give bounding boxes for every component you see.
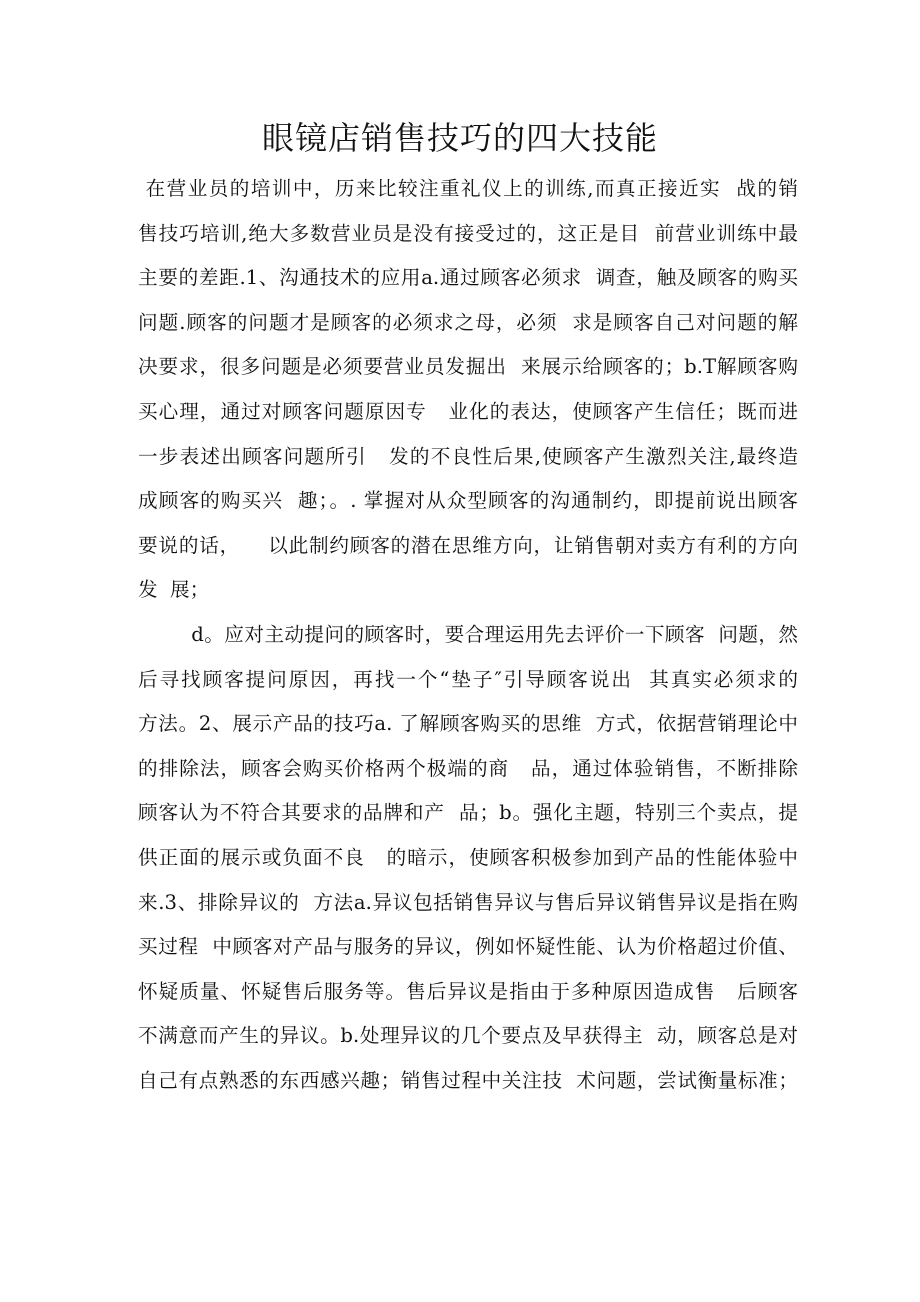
paragraph-line: 来.3、排除异议的 方法a.异议包括销售异议与售后异议销售异议是指在购 xyxy=(138,890,798,914)
paragraph-line: 怀疑质量、怀疑售后服务等。售后异议是指由于多种原因造成售 后顾客 xyxy=(138,979,798,1003)
paragraph-line: 主要的差距.1、沟通技术的应用a.通过顾客必须求 调查，触及顾客的购买 xyxy=(138,266,798,290)
paragraph-line: 问题.顾客的问题才是顾客的必须求之母，必须 求是顾客自己对问题的解 xyxy=(138,310,798,334)
paragraph-line: 发 展； xyxy=(138,578,210,602)
paragraph-line: 自己有点熟悉的东西感兴趣；销售过程中关注技 术问题，尝试衡量标准； xyxy=(138,1068,798,1092)
paragraph-line: 供正面的展示或负面不良 的暗示，使顾客积极参加到产品的性能体验中 xyxy=(138,845,798,869)
page-title: 眼镜店销售技巧的四大技能 xyxy=(261,119,658,157)
paragraph-line: 售技巧培训,绝大多数营业员是没有接受过的，这正是目 前营业训练中最 xyxy=(138,221,798,245)
paragraph-line: 买过程 中顾客对产品与服务的异议，例如怀疑性能、认为价格超过价值、 xyxy=(138,935,798,959)
paragraph-line: 成顾客的购买兴 趣；。. 掌握对从众型顾客的沟通制约，即提前说出顾客 xyxy=(138,489,798,513)
paragraph-line: 买心理，通过对顾客问题原因专 业化的表达，使顾客产生信任；既而进 xyxy=(138,399,798,423)
paragraph-line: 方法。2、展示产品的技巧a. 了解顾客购买的思维 方式，依据营销理论中 xyxy=(138,712,798,736)
paragraph-line: 不满意而产生的异议。b.处理异议的几个要点及早获得主 动，顾客总是对 xyxy=(138,1024,798,1048)
paragraph-line: 的排除法，顾客会购买价格两个极端的商 品，通过体验销售，不断排除 xyxy=(138,756,798,780)
paragraph-line: 一步表述出顾客问题所引 发的不良性后果,使顾客产生激烈关注,最终造 xyxy=(138,444,798,468)
paragraph-line: 在营业员的培训中，历来比较注重礼仪上的训练,而真正接近实 战的销 xyxy=(138,177,798,200)
paragraph-line: 决要求，很多问题是必须要营业员发掘出 来展示给顾客的；b.T解顾客购 xyxy=(138,355,798,379)
paragraph-line: 顾客认为不符合其要求的品牌和产 品；b。强化主题，特别三个卖点，提 xyxy=(138,801,798,825)
document-body xyxy=(138,167,798,1103)
paragraph-line: 后寻找顾客提问原因，再找一个“垫子″引导顾客说出 其真实必须求的 xyxy=(138,667,798,691)
paragraph-line: d。应对主动提问的顾客时，要合理运用先去评价一下顾客 问题，然 xyxy=(138,622,798,646)
paragraph-line: 要说的话， 以此制约顾客的潜在思维方向，让销售朝对卖方有利的方向 xyxy=(138,533,798,557)
